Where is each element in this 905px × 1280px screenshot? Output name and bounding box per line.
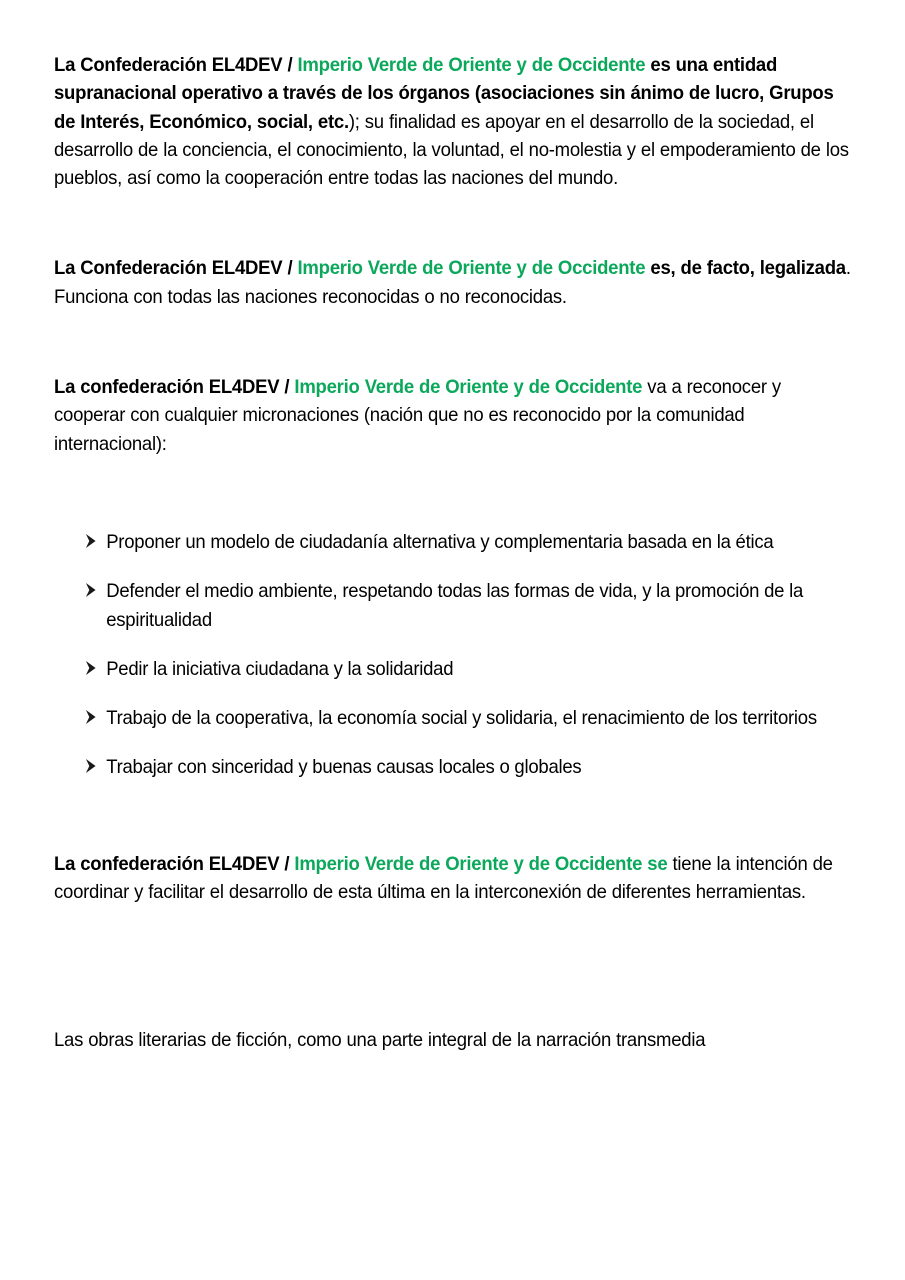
paragraph-1-lead-bold: La Confederación EL4DEV / <box>54 55 298 76</box>
paragraph-4 <box>54 851 851 908</box>
list-item <box>84 656 875 684</box>
list-item <box>84 529 875 557</box>
chevron-arrow-bullet-icon <box>84 578 101 602</box>
paragraph-4-regular-text: tiene la intención de coordinar y facilitar el desarrollo de esta última en la interconexión de diferentes herramientas. <box>54 853 833 904</box>
paragraph-2-lead-bold: La Confederación EL4DEV / <box>54 258 298 280</box>
list-item-label: Pedir la iniciativa ciudadana y la solidaridad <box>106 658 454 680</box>
paragraph-2-bold-continuation: es, de facto, legalizada <box>645 258 846 280</box>
paragraph-2 <box>54 255 851 312</box>
spacer-after-paragraph-1 <box>54 193 851 255</box>
paragraph-1 <box>54 52 851 193</box>
paragraph-3-brand-green: Imperio Verde de Oriente y de Occidente <box>294 377 643 399</box>
chevron-arrow-bullet-icon <box>84 705 101 729</box>
spacer-after-paragraph-2 <box>54 312 851 374</box>
paragraph-1-regular-text: ); su finalidad es apoyar en el desarrollo de la sociedad, el desarrollo de la conciencia, el conocimiento, la voluntad, el no-molestia y el empoderamiento de los pueblos, así como la cooperación entre todas las naciones del mundo. <box>54 111 849 190</box>
paragraph-5 <box>54 1027 851 1055</box>
objectives-list <box>54 529 851 783</box>
document-body <box>54 52 851 1056</box>
list-item-label: Trabajo de la cooperativa, la economía social y solidaria, el renacimiento de los territorios <box>106 708 817 730</box>
spacer-before-closing-line <box>54 907 851 1027</box>
paragraph-3 <box>54 374 851 459</box>
chevron-arrow-bullet-icon <box>84 529 101 553</box>
paragraph-2-regular-text: . Funciona con todas las naciones reconocidas o no reconocidas. <box>54 258 851 308</box>
paragraph-5-text: Las obras literarias de ficción, como una parte integral de la narración transmedia <box>54 1030 706 1052</box>
paragraph-4-brand-green: Imperio Verde de Oriente y de Occidente se <box>294 853 668 875</box>
paragraph-3-lead-bold: La confederación EL4DEV / <box>54 377 295 399</box>
paragraph-2-brand-green: Imperio Verde de Oriente y de Occidente <box>297 258 646 280</box>
list-item <box>84 754 875 782</box>
list-item-label: Trabajar con sinceridad y buenas causas locales o globales <box>106 757 582 779</box>
paragraph-3-regular-text: va a reconocer y cooperar con cualquier micronaciones (nación que no es reconocido por la comunidad internacional): <box>54 377 781 455</box>
chevron-arrow-bullet-icon <box>84 656 101 680</box>
list-item <box>84 578 875 635</box>
paragraph-1-brand-green: Imperio Verde de Oriente y de Occidente <box>297 55 646 76</box>
spacer-before-list <box>54 459 851 529</box>
paragraph-4-lead-bold: La confederación EL4DEV / <box>54 853 295 875</box>
list-item <box>84 705 875 733</box>
list-item-label: Proponer un modelo de ciudadanía alternativa y complementaria basada en la ética <box>106 531 774 553</box>
spacer-after-list <box>54 783 851 851</box>
paragraph-1-bold-continuation: es una entidad supranacional operativo a través de los órganos (asociaciones sin ánimo de lucro, Grupos de Interés, Económico, social, etc. <box>54 55 834 133</box>
chevron-arrow-bullet-icon <box>84 754 101 778</box>
list-item-label: Defender el medio ambiente, respetando todas las formas de vida, y la promoción de la espiritualidad <box>106 581 804 631</box>
